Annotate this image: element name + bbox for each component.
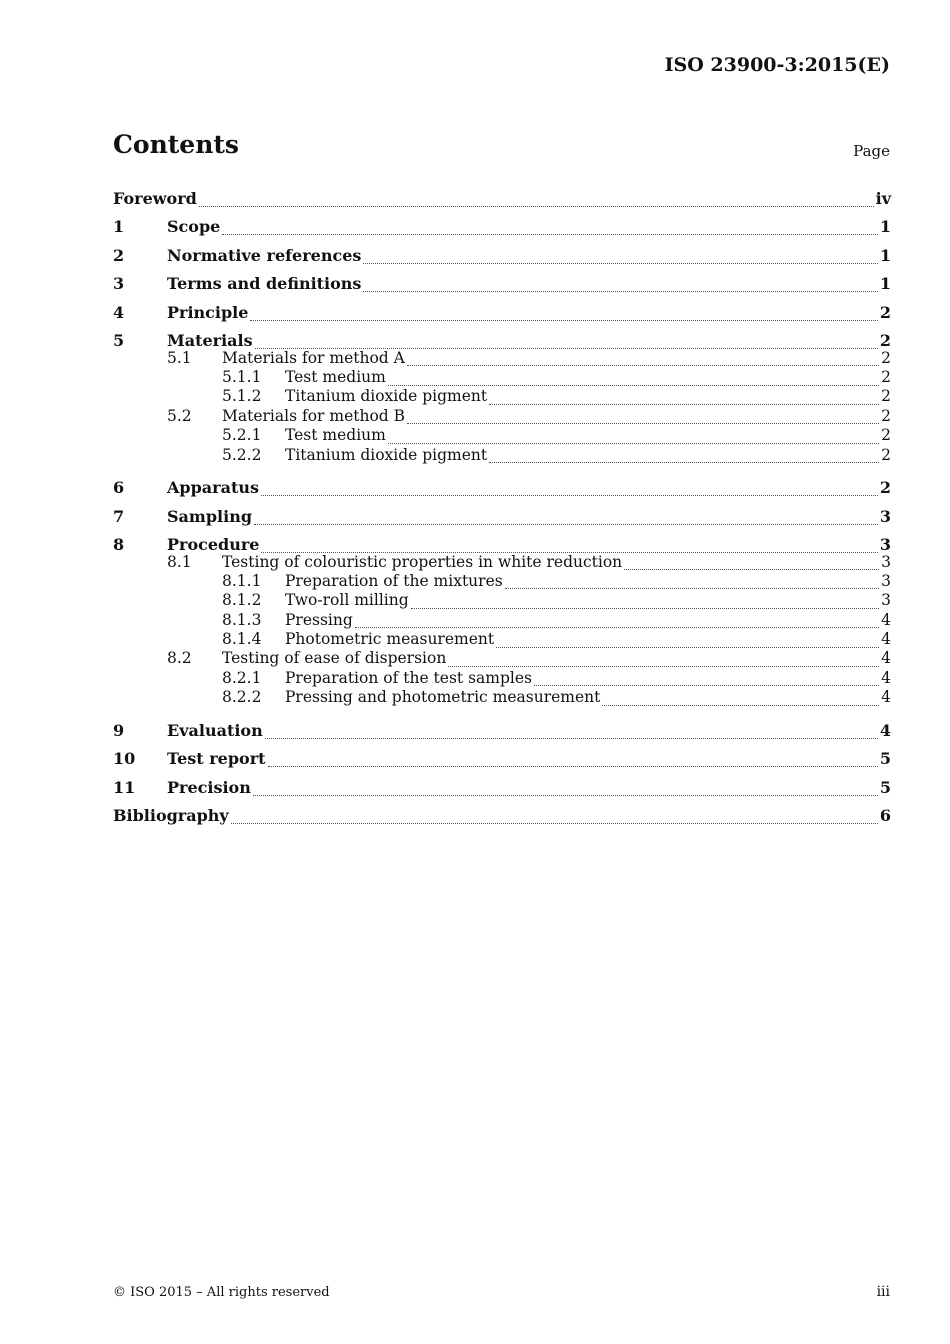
toc-dot-leader bbox=[489, 396, 879, 405]
toc-entry-page: iv bbox=[875, 188, 891, 208]
toc-entry-title: Terms and definitions bbox=[167, 274, 362, 294]
toc-entry-page: 2 bbox=[881, 348, 891, 367]
toc-dot-leader bbox=[505, 580, 879, 589]
toc-entry-page: 2 bbox=[881, 445, 891, 464]
toc-dot-leader bbox=[254, 516, 878, 525]
toc-entry[interactable] bbox=[113, 571, 891, 590]
toc-dot-leader bbox=[407, 415, 879, 424]
toc-entry-title: Materials for method B bbox=[222, 406, 406, 425]
toc-entry-title: Pressing and photometric measurement bbox=[285, 688, 601, 707]
toc-dot-leader bbox=[489, 454, 879, 463]
toc-entry-number: 10 bbox=[113, 749, 136, 769]
toc-entry-number: 5.1.2 bbox=[222, 387, 262, 406]
toc-dot-leader bbox=[222, 226, 878, 235]
toc-entry[interactable] bbox=[113, 502, 891, 531]
toc-dot-leader bbox=[231, 815, 878, 824]
toc-entry-page: 1 bbox=[879, 217, 891, 237]
toc-entry-title: Titanium dioxide pigment bbox=[285, 387, 488, 406]
toc-dot-leader bbox=[255, 340, 878, 349]
toc-entry-number: 8.1 bbox=[167, 552, 192, 571]
toc-entry-number: 8 bbox=[113, 535, 125, 555]
toc-entry-page: 4 bbox=[881, 688, 891, 707]
toc-dot-leader bbox=[253, 787, 878, 796]
toc-entry-page: 4 bbox=[881, 649, 891, 668]
toc-entry-number: 11 bbox=[113, 777, 136, 797]
toc-entry-page: 3 bbox=[881, 571, 891, 590]
toc-entry[interactable] bbox=[113, 649, 891, 668]
toc-entry-number: 8.1.2 bbox=[222, 591, 262, 610]
page-column-label: Page bbox=[853, 142, 890, 160]
toc-entry-page: 3 bbox=[879, 506, 891, 526]
toc-entry[interactable] bbox=[113, 426, 891, 445]
toc-entry-page: 6 bbox=[879, 806, 891, 826]
table-of-contents bbox=[113, 184, 891, 830]
toc-entry-number: 4 bbox=[113, 302, 125, 322]
toc-entry-title: Preparation of the test samples bbox=[285, 668, 532, 687]
toc-entry[interactable] bbox=[113, 716, 891, 745]
toc-entry[interactable] bbox=[113, 473, 891, 502]
toc-entry-page: 2 bbox=[881, 387, 891, 406]
toc-entry-title: Normative references bbox=[167, 245, 362, 265]
toc-dot-leader bbox=[602, 697, 879, 706]
toc-entry-number: 3 bbox=[113, 274, 125, 294]
toc-entry-page: 2 bbox=[879, 302, 891, 322]
toc-entry-title: Testing of colouristic properties in white reduction bbox=[222, 552, 623, 571]
toc-entry-number: 8.2 bbox=[167, 649, 192, 668]
toc-entry-page: 1 bbox=[879, 274, 891, 294]
toc-dot-leader bbox=[388, 377, 879, 386]
toc-entry-title: Bibliography bbox=[113, 806, 229, 826]
toc-entry[interactable] bbox=[113, 773, 891, 802]
toc-entry-number: 9 bbox=[113, 720, 125, 740]
toc-dot-leader bbox=[624, 561, 879, 570]
toc-entry-page: 4 bbox=[881, 630, 891, 649]
toc-entry-page: 5 bbox=[879, 749, 891, 769]
toc-dot-leader bbox=[261, 544, 877, 553]
toc-entry-number: 5.2.2 bbox=[222, 445, 262, 464]
toc-entry[interactable] bbox=[113, 445, 891, 464]
toc-dot-leader bbox=[355, 619, 879, 628]
toc-entry[interactable] bbox=[113, 610, 891, 629]
toc-entry-number: 2 bbox=[113, 245, 125, 265]
toc-entry-title: Materials bbox=[167, 331, 253, 351]
toc-entry-number: 8.1.3 bbox=[222, 610, 262, 629]
toc-entry-title: Preparation of the mixtures bbox=[285, 571, 503, 590]
toc-entry-title: Procedure bbox=[167, 535, 260, 555]
toc-entry-title: Sampling bbox=[167, 506, 253, 526]
toc-entry-page: 3 bbox=[879, 535, 891, 555]
toc-entry[interactable] bbox=[113, 688, 891, 707]
toc-entry-number: 7 bbox=[113, 506, 125, 526]
toc-entry-page: 2 bbox=[881, 406, 891, 425]
toc-entry-title: Precision bbox=[167, 777, 251, 797]
toc-entry[interactable] bbox=[113, 629, 891, 648]
toc-dot-leader bbox=[448, 658, 879, 667]
toc-entry-title: Titanium dioxide pigment bbox=[285, 445, 488, 464]
toc-entry-title: Scope bbox=[167, 217, 221, 237]
toc-dot-leader bbox=[388, 435, 879, 444]
toc-entry-number: 1 bbox=[113, 217, 125, 237]
toc-entry-number: 8.2.1 bbox=[222, 668, 262, 687]
document-id: ISO 23900-3:2015(E) bbox=[664, 54, 890, 76]
toc-entry-page: 1 bbox=[879, 245, 891, 265]
toc-entry[interactable] bbox=[113, 406, 891, 425]
toc-entry[interactable] bbox=[113, 348, 891, 367]
toc-dot-leader bbox=[363, 255, 877, 264]
toc-entry-number: 8.1.1 bbox=[222, 571, 262, 590]
toc-entry-title: Evaluation bbox=[167, 720, 263, 740]
toc-entry-number: 6 bbox=[113, 478, 125, 498]
toc-entry-title: Apparatus bbox=[167, 478, 259, 498]
toc-entry[interactable] bbox=[113, 591, 891, 610]
toc-entry-page: 2 bbox=[881, 368, 891, 387]
toc-entry-number: 5.2.1 bbox=[222, 426, 262, 445]
toc-dot-leader bbox=[407, 357, 879, 366]
copyright-notice: © ISO 2015 – All rights reserved bbox=[113, 1285, 330, 1300]
toc-entry-page: 4 bbox=[881, 610, 891, 629]
toc-entry-title: Testing of ease of dispersion bbox=[222, 649, 447, 668]
toc-entry-page: 3 bbox=[881, 591, 891, 610]
toc-entry[interactable] bbox=[113, 213, 891, 242]
toc-dot-leader bbox=[534, 677, 879, 686]
toc-entry[interactable] bbox=[113, 184, 891, 213]
toc-entry-page: 5 bbox=[879, 777, 891, 797]
toc-dot-leader bbox=[411, 600, 879, 609]
toc-dot-leader bbox=[265, 730, 878, 739]
toc-dot-leader bbox=[250, 312, 877, 321]
toc-entry-number: 5.1.1 bbox=[222, 368, 262, 387]
toc-dot-leader bbox=[496, 639, 879, 648]
toc-dot-leader bbox=[261, 487, 878, 496]
toc-entry[interactable] bbox=[113, 367, 891, 386]
toc-entry-number: 8.1.4 bbox=[222, 630, 262, 649]
toc-dot-leader bbox=[268, 758, 878, 767]
page-title: Contents bbox=[113, 130, 240, 159]
toc-entry[interactable] bbox=[113, 744, 891, 773]
toc-entry-number: 5.2 bbox=[167, 406, 192, 425]
toc-dot-leader bbox=[199, 198, 874, 207]
toc-entry-title: Test medium bbox=[285, 368, 386, 387]
toc-entry-page: 2 bbox=[879, 478, 891, 498]
toc-entry[interactable] bbox=[113, 668, 891, 687]
toc-entry[interactable] bbox=[113, 387, 891, 406]
toc-entry-page: 2 bbox=[879, 331, 891, 351]
toc-entry-number: 8.2.2 bbox=[222, 688, 262, 707]
toc-entry-number: 5 bbox=[113, 331, 125, 351]
toc-entry[interactable] bbox=[113, 801, 891, 830]
toc-entry-number: 5.1 bbox=[167, 348, 192, 367]
page-number: iii bbox=[876, 1284, 890, 1300]
toc-entry-title: Test medium bbox=[285, 426, 386, 445]
toc-entry-title: Two-roll milling bbox=[285, 591, 409, 610]
toc-entry-title: Test report bbox=[167, 749, 266, 769]
toc-entry-page: 4 bbox=[879, 720, 891, 740]
toc-entry[interactable] bbox=[113, 552, 891, 571]
toc-entry-title: Principle bbox=[167, 302, 249, 322]
toc-entry[interactable] bbox=[113, 298, 891, 327]
toc-entry-page: 4 bbox=[881, 668, 891, 687]
toc-entry-page: 3 bbox=[881, 552, 891, 571]
toc-entry-title: Materials for method A bbox=[222, 348, 405, 367]
toc-entry-page: 2 bbox=[881, 426, 891, 445]
toc-entry[interactable] bbox=[113, 241, 891, 270]
toc-dot-leader bbox=[363, 283, 877, 292]
toc-entry[interactable] bbox=[113, 270, 891, 299]
toc-entry-title: Foreword bbox=[113, 188, 197, 208]
toc-entry-title: Pressing bbox=[285, 610, 353, 629]
toc-entry-title: Photometric measurement bbox=[285, 630, 495, 649]
